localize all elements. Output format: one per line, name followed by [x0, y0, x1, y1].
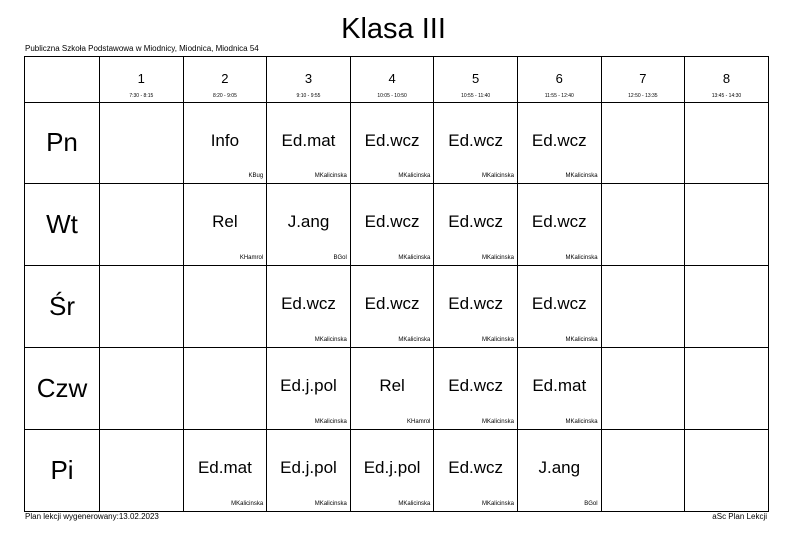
lesson-cell — [434, 348, 518, 430]
lesson-cell — [350, 348, 434, 430]
lesson-cell — [517, 266, 601, 348]
period-time: 10:05 - 10:50 — [377, 93, 407, 99]
lesson-cell — [267, 266, 351, 348]
lesson-teacher: MKalicinska — [565, 173, 598, 180]
lesson-cell — [434, 184, 518, 266]
timetable — [24, 56, 769, 512]
lesson-cell — [601, 266, 685, 348]
lesson-teacher: BGol — [584, 501, 598, 507]
lesson-teacher: MKalicinska — [481, 173, 514, 180]
day-name: Pn — [46, 127, 78, 158]
lesson-cell — [685, 348, 769, 430]
lesson-cell — [267, 430, 351, 512]
period-number: 6 — [555, 71, 563, 86]
lesson-subject: Ed.wcz — [448, 130, 504, 150]
period-header-row — [25, 57, 769, 103]
period-time: 10:55 - 11:40 — [461, 93, 491, 99]
lesson-subject: Ed.wcz — [531, 294, 587, 314]
period-time: 9:10 - 9:55 — [296, 93, 321, 99]
day-cell — [25, 266, 100, 348]
lesson-cell — [267, 102, 351, 184]
day-cell — [25, 184, 100, 266]
lesson-cell — [601, 102, 685, 184]
period-number: 3 — [304, 71, 313, 86]
day-cell — [25, 102, 100, 184]
page-title: Klasa III — [341, 13, 446, 45]
period-time: 13:45 - 14:30 — [711, 93, 742, 99]
lesson-cell — [517, 184, 601, 266]
lesson-teacher: MKalicinska — [314, 419, 347, 426]
lesson-cell — [350, 266, 434, 348]
period-number: 4 — [388, 71, 396, 86]
period-header-cell — [685, 57, 769, 103]
lesson-cell — [517, 348, 601, 430]
lesson-subject: Ed.j.pol — [280, 458, 337, 478]
lesson-teacher: MKalicinska — [565, 419, 598, 426]
lesson-cell — [434, 430, 518, 512]
period-time: 7:30 - 8:15 — [129, 93, 154, 99]
lesson-cell — [267, 348, 351, 430]
lesson-cell — [434, 102, 518, 184]
lesson-subject: Ed.wcz — [531, 130, 587, 150]
lesson-teacher: MKalicinska — [314, 501, 347, 507]
lesson-cell — [100, 266, 184, 348]
lesson-cell — [517, 102, 601, 184]
lesson-teacher: MKalicinska — [565, 337, 598, 344]
lesson-teacher: MKalicinska — [481, 255, 514, 262]
lesson-subject: Ed.wcz — [364, 294, 420, 314]
period-header-cell — [350, 57, 434, 103]
lesson-subject: Ed.mat — [532, 376, 587, 396]
lesson-teacher: MKalicinska — [398, 337, 431, 344]
day-name: Pi — [50, 455, 74, 486]
lesson-cell — [183, 102, 267, 184]
corner-cell — [25, 57, 100, 103]
day-name: Czw — [36, 373, 88, 404]
period-number: 7 — [639, 71, 647, 86]
lesson-subject: Ed.wcz — [448, 294, 504, 314]
lesson-subject: Ed.j.pol — [363, 458, 421, 478]
lesson-cell — [685, 430, 769, 512]
period-number: 1 — [137, 71, 145, 86]
lesson-teacher: MKalicinska — [398, 501, 431, 507]
period-number: 2 — [221, 71, 229, 86]
period-header-cell — [434, 57, 518, 103]
lesson-subject: J.ang — [287, 212, 330, 232]
lesson-cell — [183, 430, 267, 512]
lesson-cell — [183, 184, 267, 266]
lesson-cell — [100, 102, 184, 184]
period-header-cell — [100, 57, 184, 103]
period-number: 8 — [722, 71, 731, 86]
lesson-cell — [601, 430, 685, 512]
lesson-subject: Ed.wcz — [364, 130, 420, 150]
lesson-teacher: MKalicinska — [481, 337, 514, 344]
lesson-subject: Info — [210, 130, 240, 150]
lesson-teacher: MKalicinska — [481, 501, 514, 507]
lesson-cell — [685, 184, 769, 266]
lesson-subject: Ed.mat — [281, 130, 336, 150]
lesson-cell — [183, 348, 267, 430]
lesson-subject: J.ang — [538, 458, 581, 478]
lesson-cell — [601, 348, 685, 430]
school-name: Publiczna Szkoła Podstawowa w Miodnicy, Miodnica, Miodnica 54 — [25, 44, 259, 53]
lesson-cell — [350, 430, 434, 512]
day-row — [25, 102, 769, 184]
lesson-subject: Ed.wcz — [448, 376, 504, 396]
lesson-teacher: KBug — [248, 173, 264, 180]
lesson-subject: Ed.mat — [197, 458, 252, 478]
lesson-teacher: MKalicinska — [398, 173, 431, 180]
period-header-cell — [517, 57, 601, 103]
lesson-teacher: MKalicinska — [565, 255, 598, 262]
day-row — [25, 184, 769, 266]
lesson-subject: Ed.wcz — [448, 212, 504, 232]
lesson-subject: Ed.wcz — [531, 212, 587, 232]
lesson-cell — [350, 184, 434, 266]
lesson-teacher: KHamrol — [239, 255, 264, 262]
lesson-teacher: MKalicinska — [481, 419, 514, 426]
lesson-cell — [350, 102, 434, 184]
day-row — [25, 348, 769, 430]
lesson-subject: Ed.j.pol — [280, 376, 337, 396]
lesson-teacher: MKalicinska — [314, 173, 347, 180]
lesson-cell — [434, 266, 518, 348]
software-credit: aSc Plan Lekcji — [712, 512, 767, 521]
day-cell — [25, 430, 100, 512]
lesson-teacher: MKalicinska — [231, 501, 264, 507]
day-name: Śr — [49, 291, 75, 322]
day-name: Wt — [46, 209, 78, 240]
lesson-teacher: MKalicinska — [314, 337, 347, 344]
day-cell — [25, 348, 100, 430]
lesson-cell — [517, 430, 601, 512]
period-number: 5 — [472, 71, 480, 86]
lesson-subject: Ed.wcz — [364, 212, 420, 232]
lesson-cell — [100, 348, 184, 430]
period-time: 8:20 - 9:05 — [212, 93, 237, 99]
lesson-teacher: KHamrol — [407, 419, 431, 426]
lesson-cell — [601, 184, 685, 266]
lesson-subject: Ed.wcz — [448, 458, 504, 478]
lesson-cell — [100, 184, 184, 266]
generated-date: Plan lekcji wygenerowany:13.02.2023 — [25, 512, 159, 521]
lesson-subject: Rel — [212, 212, 238, 232]
lesson-subject: Rel — [379, 376, 405, 396]
lesson-teacher: BGol — [333, 255, 347, 262]
lesson-subject: Ed.wcz — [281, 294, 336, 314]
lesson-teacher: MKalicinska — [398, 255, 431, 262]
period-time: 11:55 - 12:40 — [544, 93, 574, 99]
period-header-cell — [267, 57, 351, 103]
lesson-cell — [685, 266, 769, 348]
lesson-cell — [267, 184, 351, 266]
lesson-cell — [685, 102, 769, 184]
period-header-cell — [183, 57, 267, 103]
period-header-cell — [601, 57, 685, 103]
lesson-cell — [100, 430, 184, 512]
day-row — [25, 430, 769, 512]
period-time: 12:50 - 13:35 — [628, 93, 658, 99]
day-row — [25, 266, 769, 348]
lesson-cell — [183, 266, 267, 348]
